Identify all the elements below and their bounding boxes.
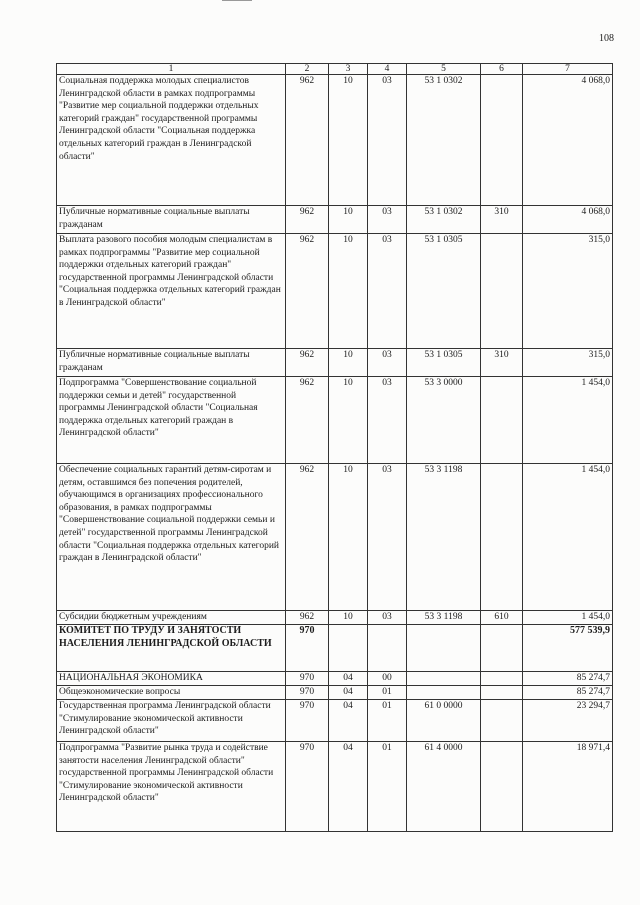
table-row [57, 377, 613, 464]
row-name: НАЦИОНАЛЬНАЯ ЭКОНОМИКА [57, 672, 286, 686]
ministry-code: 970 [286, 672, 329, 686]
column-number-3: 3 [329, 64, 368, 75]
subsection-code: 03 [368, 464, 407, 611]
expense-type-code [481, 464, 523, 611]
row-name: КОМИТЕТ ПО ТРУДУ И ЗАНЯТОСТИ НАСЕЛЕНИЯ ЛЕНИНГРАДСКОЙ ОБЛАСТИ [57, 625, 286, 672]
row-name: Общеэкономические вопросы [57, 686, 286, 700]
expense-type-code [481, 625, 523, 672]
column-number-4: 4 [368, 64, 407, 75]
target-article-code: 53 3 0000 [407, 377, 481, 464]
subsection-code: 03 [368, 206, 407, 234]
ministry-code: 962 [286, 234, 329, 349]
section-code: 04 [329, 742, 368, 832]
subsection-code [368, 625, 407, 672]
amount: 1 454,0 [523, 377, 613, 464]
target-article-code: 53 1 0302 [407, 75, 481, 206]
section-code: 04 [329, 672, 368, 686]
expense-type-code [481, 686, 523, 700]
amount: 4 068,0 [523, 75, 613, 206]
subsection-code: 01 [368, 700, 407, 742]
ministry-code: 962 [286, 377, 329, 464]
ministry-code: 962 [286, 464, 329, 611]
section-code: 04 [329, 686, 368, 700]
table-row [57, 349, 613, 377]
amount: 1 454,0 [523, 611, 613, 625]
table-row [57, 234, 613, 349]
subsection-code: 03 [368, 377, 407, 464]
amount: 18 971,4 [523, 742, 613, 832]
ministry-code: 970 [286, 625, 329, 672]
subsection-code: 00 [368, 672, 407, 686]
target-article-code [407, 625, 481, 672]
expense-type-code [481, 234, 523, 349]
target-article-code: 53 1 0305 [407, 349, 481, 377]
expense-type-code [481, 700, 523, 742]
section-code: 10 [329, 75, 368, 206]
amount: 4 068,0 [523, 206, 613, 234]
amount: 315,0 [523, 234, 613, 349]
target-article-code: 53 1 0305 [407, 234, 481, 349]
row-name: Подпрограмма "Развитие рынка труда и содействие занятости населения Ленинградской области" государственной программы Ленинградской области "Стимулирование экономической активности Ленинградской области" [57, 742, 286, 832]
expense-type-code [481, 672, 523, 686]
expense-type-code [481, 75, 523, 206]
target-article-code [407, 672, 481, 686]
column-number-2: 2 [286, 64, 329, 75]
amount: 23 294,7 [523, 700, 613, 742]
row-name: Обеспечение социальных гарантий детям-сиротам и детям, оставшимся без попечения родителей, обучающимся в организациях профессионального образования, в рамках подпрограммы "Совершенствование социальной поддержки семьи и детей" государственной программы Ленинградской области "Социальная поддержка отдельных категорий граждан в Ленинградской области" [57, 464, 286, 611]
table-row [57, 672, 613, 686]
table-row [57, 464, 613, 611]
row-name: Государственная программа Ленинградской области "Стимулирование экономической активности Ленинградской области" [57, 700, 286, 742]
table-row [57, 700, 613, 742]
row-name: Публичные нормативные социальные выплаты гражданам [57, 206, 286, 234]
target-article-code: 53 3 1198 [407, 611, 481, 625]
expense-type-code: 310 [481, 349, 523, 377]
amount: 85 274,7 [523, 672, 613, 686]
target-article-code [407, 686, 481, 700]
table-row [57, 611, 613, 625]
section-code: 10 [329, 464, 368, 611]
target-article-code: 61 4 0000 [407, 742, 481, 832]
row-name: Социальная поддержка молодых специалистов Ленинградской области в рамках подпрограммы "Развитие мер социальной поддержки отдельных категорий граждан" государственной программы Ленинградской области "Социальная поддержка отдельных категорий граждан в Ленинградской области" [57, 75, 286, 206]
page-number: 108 [599, 33, 614, 44]
target-article-code: 53 1 0302 [407, 206, 481, 234]
section-code: 04 [329, 700, 368, 742]
section-code: 10 [329, 206, 368, 234]
subsection-code: 01 [368, 742, 407, 832]
table-row [57, 742, 613, 832]
amount: 577 539,9 [523, 625, 613, 672]
column-number-1: 1 [57, 64, 286, 75]
section-code: 10 [329, 611, 368, 625]
table-row [57, 206, 613, 234]
table-row [57, 686, 613, 700]
expense-type-code: 610 [481, 611, 523, 625]
target-article-code: 53 3 1198 [407, 464, 481, 611]
ministry-code: 962 [286, 75, 329, 206]
section-code: 10 [329, 234, 368, 349]
target-article-code: 61 0 0000 [407, 700, 481, 742]
row-name: Выплата разового пособия молодым специалистам в рамках подпрограммы "Развитие мер социальной поддержки отдельных категорий граждан" государственной программы Ленинградской области "Социальная поддержка отдельных категорий граждан в Ленинградской области" [57, 234, 286, 349]
expense-type-code [481, 742, 523, 832]
subsection-code: 03 [368, 611, 407, 625]
scan-edge-mark [222, 0, 252, 1]
row-name: Субсидии бюджетным учреждениям [57, 611, 286, 625]
section-code: 10 [329, 349, 368, 377]
column-number-7: 7 [523, 64, 613, 75]
column-number-5: 5 [407, 64, 481, 75]
budget-table [56, 63, 613, 832]
subsection-code: 03 [368, 234, 407, 349]
ministry-code: 962 [286, 611, 329, 625]
table-row-committee [57, 625, 613, 672]
table-header-row [57, 64, 613, 75]
subsection-code: 01 [368, 686, 407, 700]
section-code [329, 625, 368, 672]
table-row [57, 75, 613, 206]
ministry-code: 970 [286, 742, 329, 832]
row-name: Публичные нормативные социальные выплаты гражданам [57, 349, 286, 377]
expense-type-code: 310 [481, 206, 523, 234]
ministry-code: 970 [286, 700, 329, 742]
column-number-6: 6 [481, 64, 523, 75]
section-code: 10 [329, 377, 368, 464]
subsection-code: 03 [368, 75, 407, 206]
ministry-code: 962 [286, 349, 329, 377]
ministry-code: 962 [286, 206, 329, 234]
amount: 1 454,0 [523, 464, 613, 611]
amount: 85 274,7 [523, 686, 613, 700]
ministry-code: 970 [286, 686, 329, 700]
subsection-code: 03 [368, 349, 407, 377]
expense-type-code [481, 377, 523, 464]
row-name: Подпрограмма "Совершенствование социальной поддержки семьи и детей" государственной программы Ленинградской области "Социальная поддержка отдельных категорий граждан в Ленинградской области" [57, 377, 286, 464]
amount: 315,0 [523, 349, 613, 377]
